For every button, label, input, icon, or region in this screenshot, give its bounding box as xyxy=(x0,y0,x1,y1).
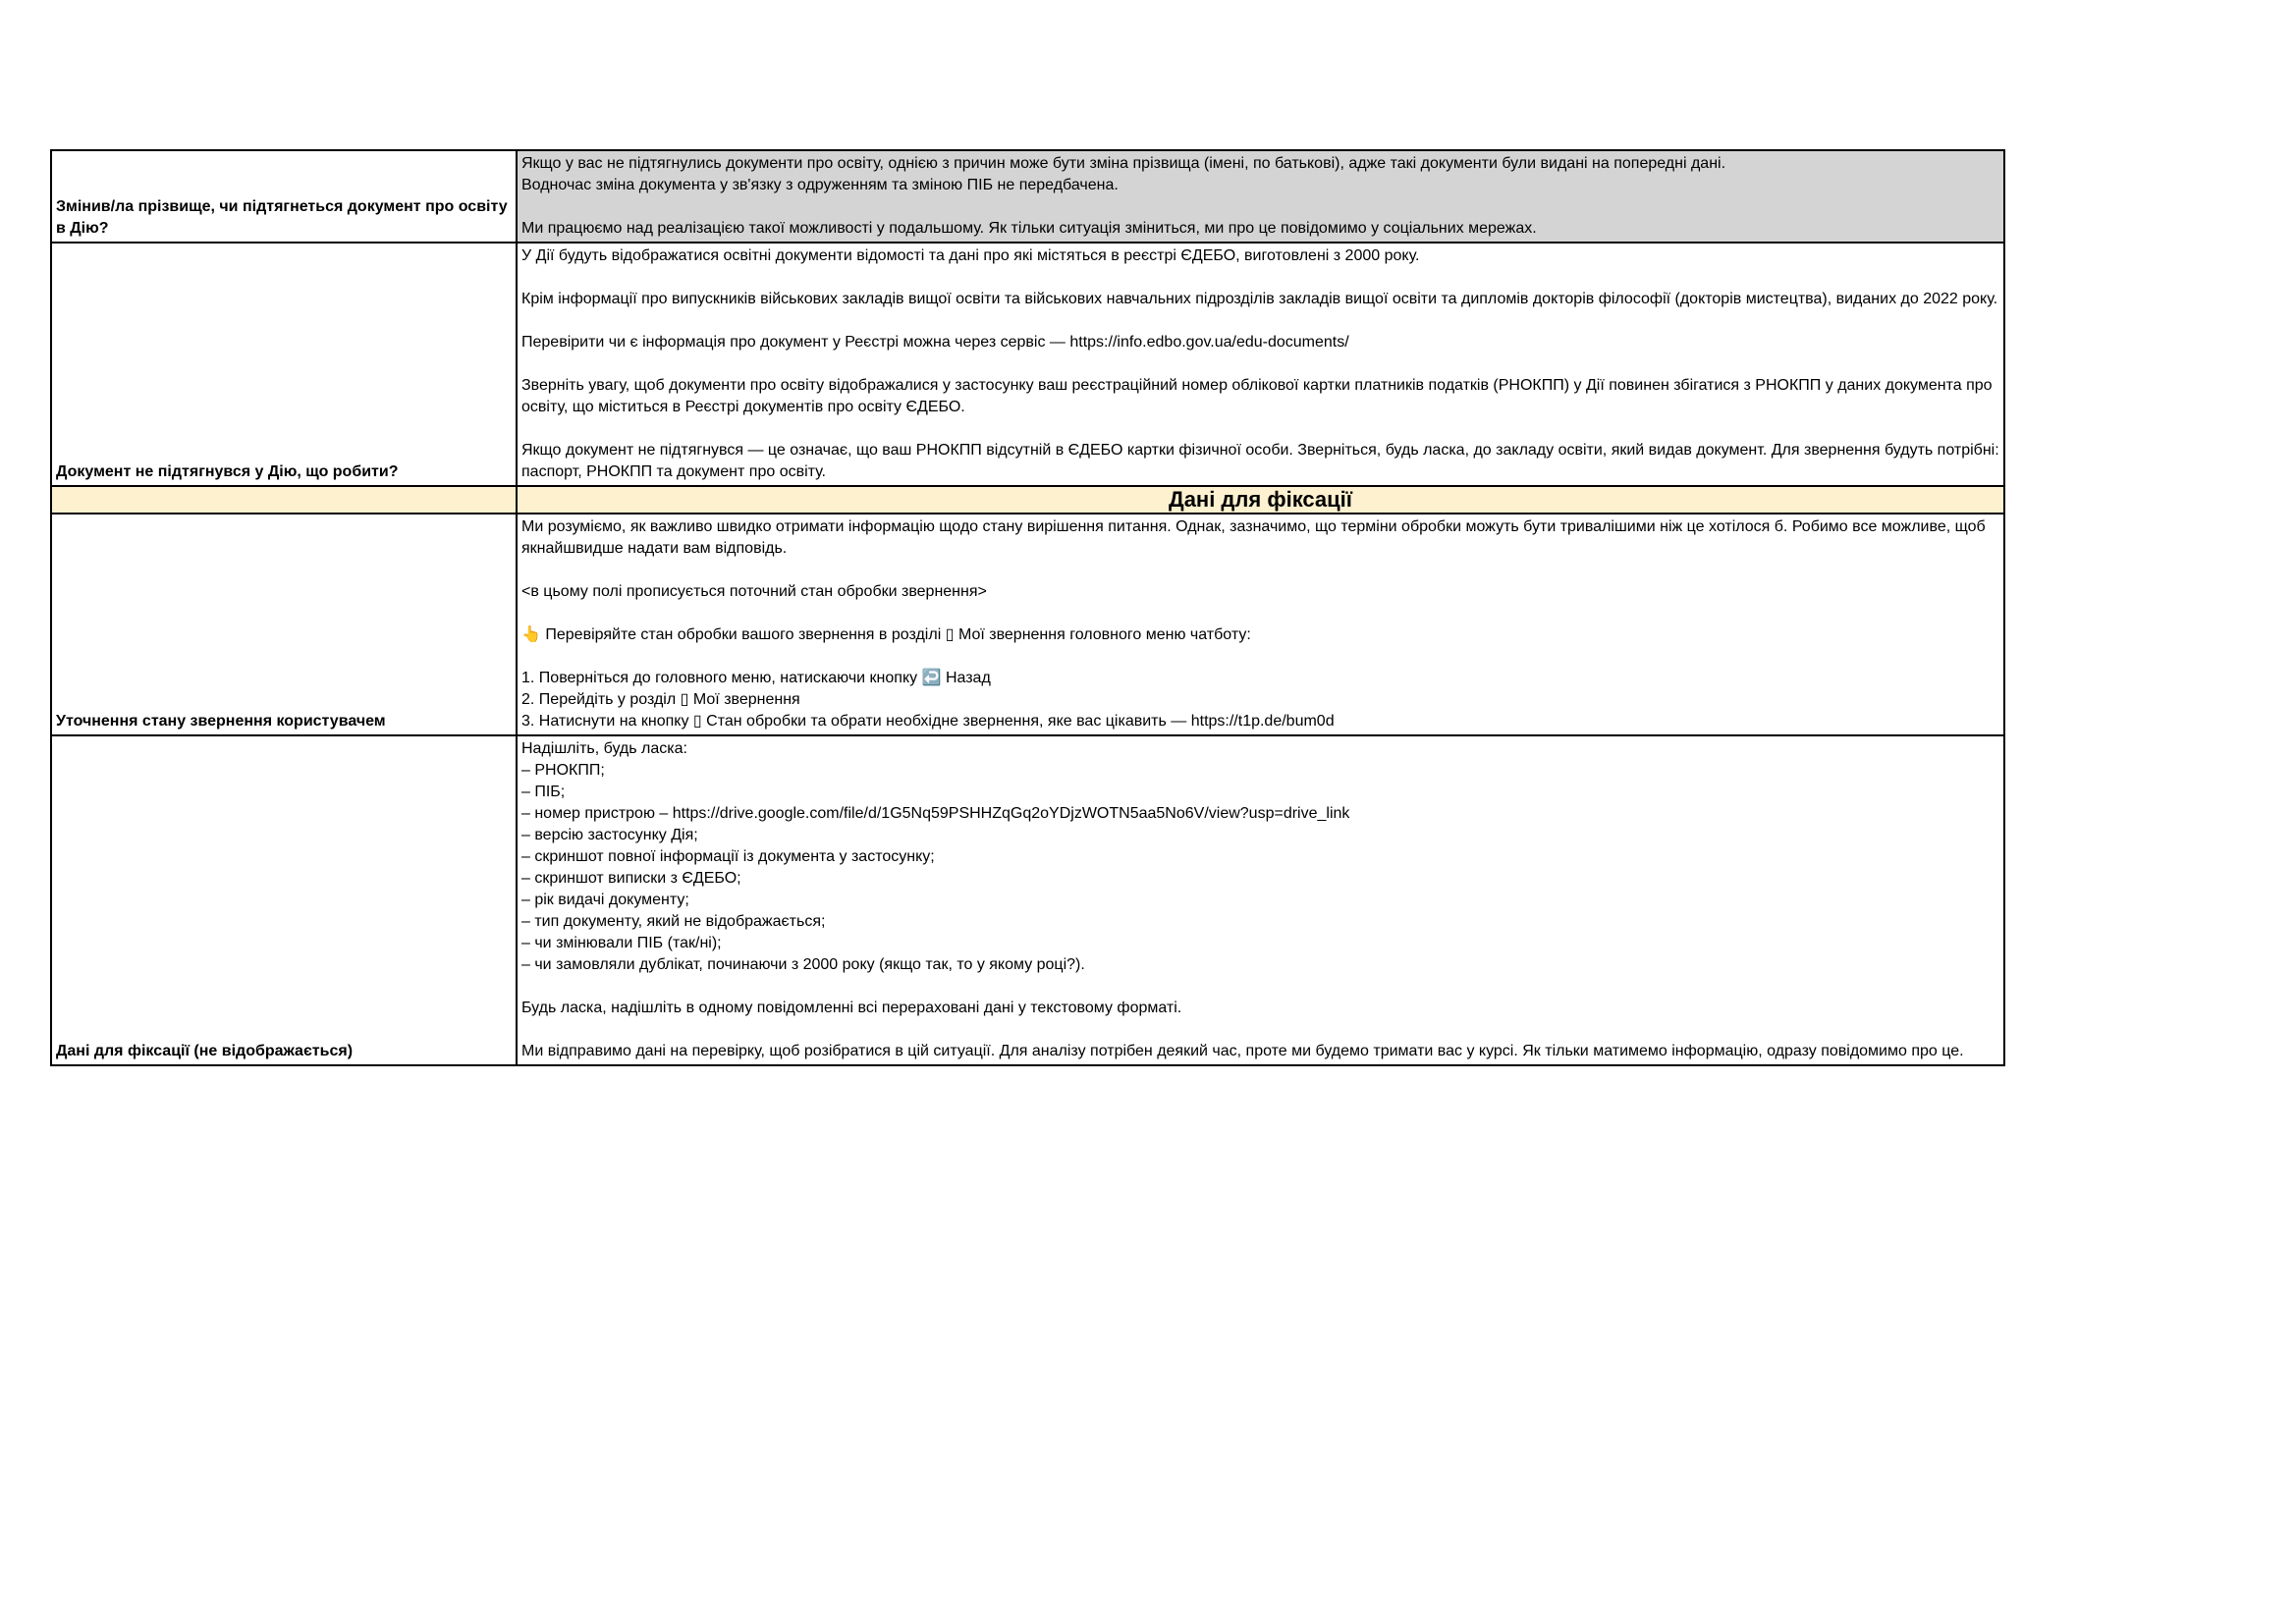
answer-line: Ми розуміємо, як важливо швидко отримати інформацію щодо стану вирішення питання. Однак, зазначимо, що терміни обробки можуть бути тривалішими ніж це хотілося б. Робимо все можливе, щоб якнайшвидше надати вам відповідь. xyxy=(521,518,1991,557)
answer-line: 1. Поверніться до головного меню, натискаючи кнопку ↩️ Назад xyxy=(521,670,991,686)
question-cell[interactable]: Дані для фіксації (не відображається) xyxy=(51,735,517,1065)
answer-line xyxy=(521,267,1999,289)
answer-line: 👆 Перевіряйте стан обробки вашого звернення в розділі ▯ Мої звернення головного меню чатботу: xyxy=(521,626,1251,643)
question-cell[interactable]: Уточнення стану звернення користувачем xyxy=(51,514,517,735)
answer-line xyxy=(521,196,1999,218)
answer-line: Якщо у вас не підтягнулись документи про освіту, однією з причин може бути зміна прізвища (імені, по батькові), адже такі документи були видані на попередні дані. xyxy=(521,155,1726,172)
answer-line: – скриншот повної інформації із документа у застосунку; xyxy=(521,848,935,865)
faq-table xyxy=(50,149,2005,1066)
table-row xyxy=(51,514,2004,735)
section-header-row xyxy=(51,486,2004,514)
answer-line xyxy=(521,1019,1999,1041)
answer-line: У Дії будуть відображатися освітні документи відомості та дані про які містяться в реєстрі ЄДЕБО, виготовлені з 2000 року. xyxy=(521,247,1420,264)
table-row xyxy=(51,150,2004,243)
answer-line: – тип документу, який не відображається; xyxy=(521,913,826,930)
answer-line: – скриншот виписки з ЄДЕБО; xyxy=(521,870,741,887)
answer-line: Ми працюємо над реалізацією такої можливості у подальшому. Як тільки ситуація зміниться, ми про це повідомимо у соціальних мережах. xyxy=(521,220,1537,237)
answer-line: Будь ласка, надішліть в одному повідомленні всі перераховані дані у текстовому форматі. xyxy=(521,1000,1182,1016)
answer-line: Якщо документ не підтягнувся — це означає, що ваш РНОКПП відсутній в ЄДЕБО картки фізичної особи. Зверніться, будь ласка, до закладу освіти, який видав документ. Для звернення будуть потрібні: паспорт, РНОКПП та документ про освіту. xyxy=(521,442,2004,480)
answer-line: – РНОКПП; xyxy=(521,762,605,779)
table-row xyxy=(51,735,2004,1065)
answer-line: – чи замовляли дублікат, починаючи з 2000 року (якщо так, то у якому році?). xyxy=(521,956,1085,973)
answer-line: – ПІБ; xyxy=(521,784,566,800)
answer-line xyxy=(521,603,1999,624)
answer-line: – номер пристрою – https://drive.google.com/file/d/1G5Nq59PSHHZqGq2oYDjzWOTN5aa5No6V/view?usp=drive_link xyxy=(521,805,1350,822)
answer-line: – версію застосунку Дія; xyxy=(521,827,698,843)
answer-line: Ми відправимо дані на перевірку, щоб розібратися в цій ситуації. Для аналізу потрібен деякий час, проте ми будемо тримати вас у курсі. Як тільки матимемо інформацію, одразу повідомимо про це. xyxy=(521,1043,1964,1059)
answer-line xyxy=(521,646,1999,668)
answer-line: Перевірити чи є інформація про документ у Реєстрі можна через сервіс — https://info.edbo.gov.ua/edu-documents/ xyxy=(521,334,1349,351)
answer-cell[interactable] xyxy=(517,735,2004,1065)
answer-line xyxy=(521,976,1999,998)
answer-line: Крім інформації про випускників військових закладів вищої освіти та військових навчальних підрозділів закладів вищої освіти та дипломів докторів філософії (докторів мистецтва), виданих до 2022 року. xyxy=(521,291,1998,307)
answer-line: Зверніть увагу, щоб документи про освіту відображалися у застосунку ваш реєстраційний номер облікової картки платників податків (РНОКПП) у Дії повинен збігатися з РНОКПП у даних документа про освіту, що міститься в Реєстрі документів про освіту ЄДЕБО. xyxy=(521,377,1997,415)
table-row xyxy=(51,243,2004,486)
answer-line: <в цьому полі прописується поточний стан обробки звернення> xyxy=(521,583,987,600)
answer-line: Водночас зміна документа у зв'язку з одруженням та зміною ПІБ не передбачена. xyxy=(521,177,1119,193)
answer-line: Надішліть, будь ласка: xyxy=(521,740,687,757)
question-cell[interactable]: Документ не підтягнувся у Дію, що робити? xyxy=(51,243,517,486)
answer-line: 2. Перейдіть у розділ ▯ Мої звернення xyxy=(521,691,800,708)
answer-cell[interactable] xyxy=(517,243,2004,486)
answer-line: 3. Натиснути на кнопку ▯ Стан обробки та обрати необхідне звернення, яке вас цікавить — https://t1p.de/bum0d xyxy=(521,713,1335,730)
answer-cell[interactable] xyxy=(517,150,2004,243)
answer-line xyxy=(521,353,1999,375)
section-empty-cell[interactable] xyxy=(51,486,517,514)
answer-cell[interactable] xyxy=(517,514,2004,735)
question-cell[interactable]: Змінив/ла прізвище, чи підтягнеться документ про освіту в Дію? xyxy=(51,150,517,243)
answer-line xyxy=(521,418,1999,440)
answer-line xyxy=(521,310,1999,332)
answer-line: – рік видачі документу; xyxy=(521,892,689,908)
section-title[interactable]: Дані для фіксації xyxy=(517,486,2004,514)
answer-line: – чи змінювали ПІБ (так/ні); xyxy=(521,935,722,951)
answer-line xyxy=(521,560,1999,581)
